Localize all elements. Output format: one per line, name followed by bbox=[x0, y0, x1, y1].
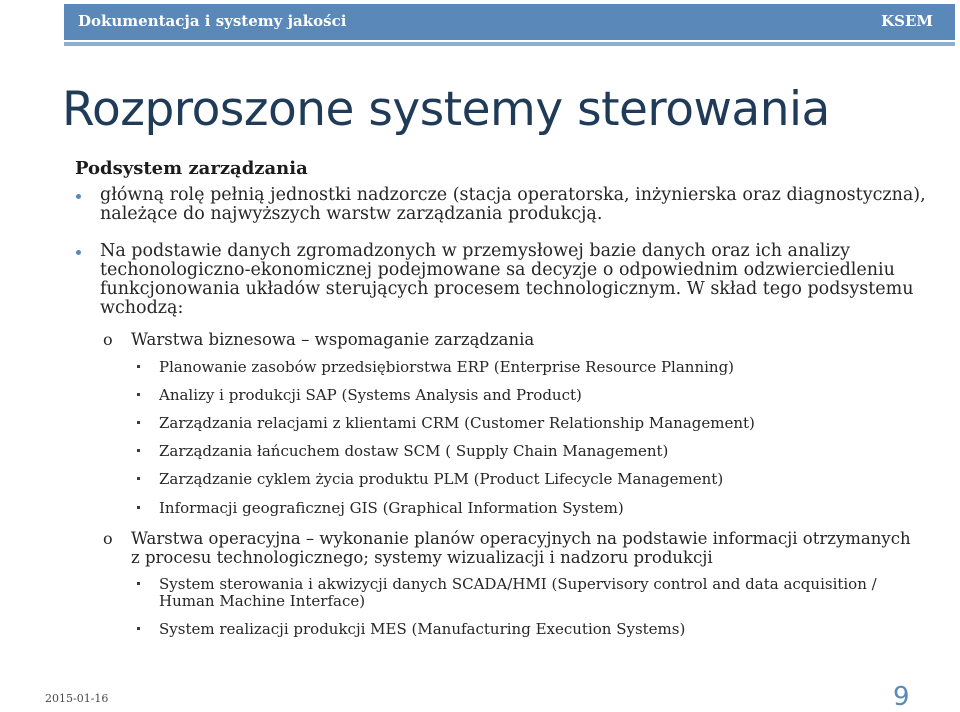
system-item bbox=[159, 471, 909, 488]
square-bullet-icon bbox=[137, 627, 140, 630]
system-item bbox=[159, 500, 909, 517]
layer-label: Warstwa operacyjna – wykonanie planów operacyjnych na podstawie informacji otrzymanych z procesu technologicznego; systemy wizualizacji i nadzoru produkcji bbox=[131, 529, 911, 567]
system-label: System sterowania i akwizycji danych SCADA/HMI (Supervisory control and data acquisition / Human Machine Interface) bbox=[159, 575, 877, 610]
system-label: Zarządzanie cyklem życia produktu PLM (Product Lifecycle Management) bbox=[159, 470, 724, 488]
system-item bbox=[159, 621, 909, 638]
system-item bbox=[159, 387, 909, 404]
header-organization: KSEM bbox=[881, 12, 933, 30]
header-course-title: Dokumentacja i systemy jakości bbox=[78, 12, 347, 30]
layer-label: Warstwa biznesowa – wspomaganie zarządzania bbox=[131, 330, 535, 349]
square-bullet-icon bbox=[137, 365, 140, 368]
bullet-dot-icon bbox=[76, 194, 81, 199]
system-item bbox=[159, 443, 909, 460]
system-label: Informacji geograficznej GIS (Graphical Information System) bbox=[159, 499, 624, 517]
system-label: Analizy i produkcji SAP (Systems Analysis and Product) bbox=[159, 386, 582, 404]
system-label: Zarządzania relacjami z klientami CRM (Customer Relationship Management) bbox=[159, 414, 755, 432]
system-label: Zarządzania łańcuchem dostaw SCM ( Supply Chain Management) bbox=[159, 442, 669, 460]
bullet-item bbox=[100, 186, 930, 224]
bullet-text: Na podstawie danych zgromadzonych w przemysłowej bazie danych oraz ich analizy techonologiczno-ekonomicznej podejmowane sa decyzje o odpowiednim odzwierciedleniu funkcjonowania układów sterujących procesem technologicznym. W skład tego podsystemu wchodzą: bbox=[100, 241, 914, 318]
header-divider bbox=[64, 42, 955, 46]
system-item bbox=[159, 359, 909, 376]
slide-title: Rozproszone systemy sterowania bbox=[62, 82, 830, 137]
page-number: 9 bbox=[893, 682, 910, 712]
square-bullet-icon bbox=[137, 506, 140, 509]
system-item bbox=[159, 576, 909, 610]
system-label: Planowanie zasobów przedsiębiorstwa ERP (Enterprise Resource Planning) bbox=[159, 358, 735, 376]
section-heading: Podsystem zarządzania bbox=[75, 158, 308, 179]
square-bullet-icon bbox=[137, 449, 140, 452]
square-bullet-icon bbox=[137, 421, 140, 424]
bullet-text: główną rolę pełnią jednostki nadzorcze (stacja operatorska, inżynierska oraz diagnostyczna), należące do najwyższych warstw zarządzania produkcją. bbox=[100, 185, 926, 224]
layer-item bbox=[103, 330, 921, 349]
layer-item bbox=[103, 529, 921, 567]
square-bullet-icon bbox=[137, 393, 140, 396]
circle-bullet-icon: o bbox=[103, 529, 113, 548]
system-label: System realizacji produkcji MES (Manufacturing Execution Systems) bbox=[159, 620, 686, 638]
bullet-item bbox=[100, 242, 930, 318]
square-bullet-icon bbox=[137, 477, 140, 480]
header-bar bbox=[64, 4, 955, 40]
footer-date: 2015-01-16 bbox=[45, 692, 109, 705]
bullet-dot-icon bbox=[76, 250, 81, 255]
system-item bbox=[159, 415, 909, 432]
circle-bullet-icon: o bbox=[103, 330, 113, 349]
square-bullet-icon bbox=[137, 582, 140, 585]
